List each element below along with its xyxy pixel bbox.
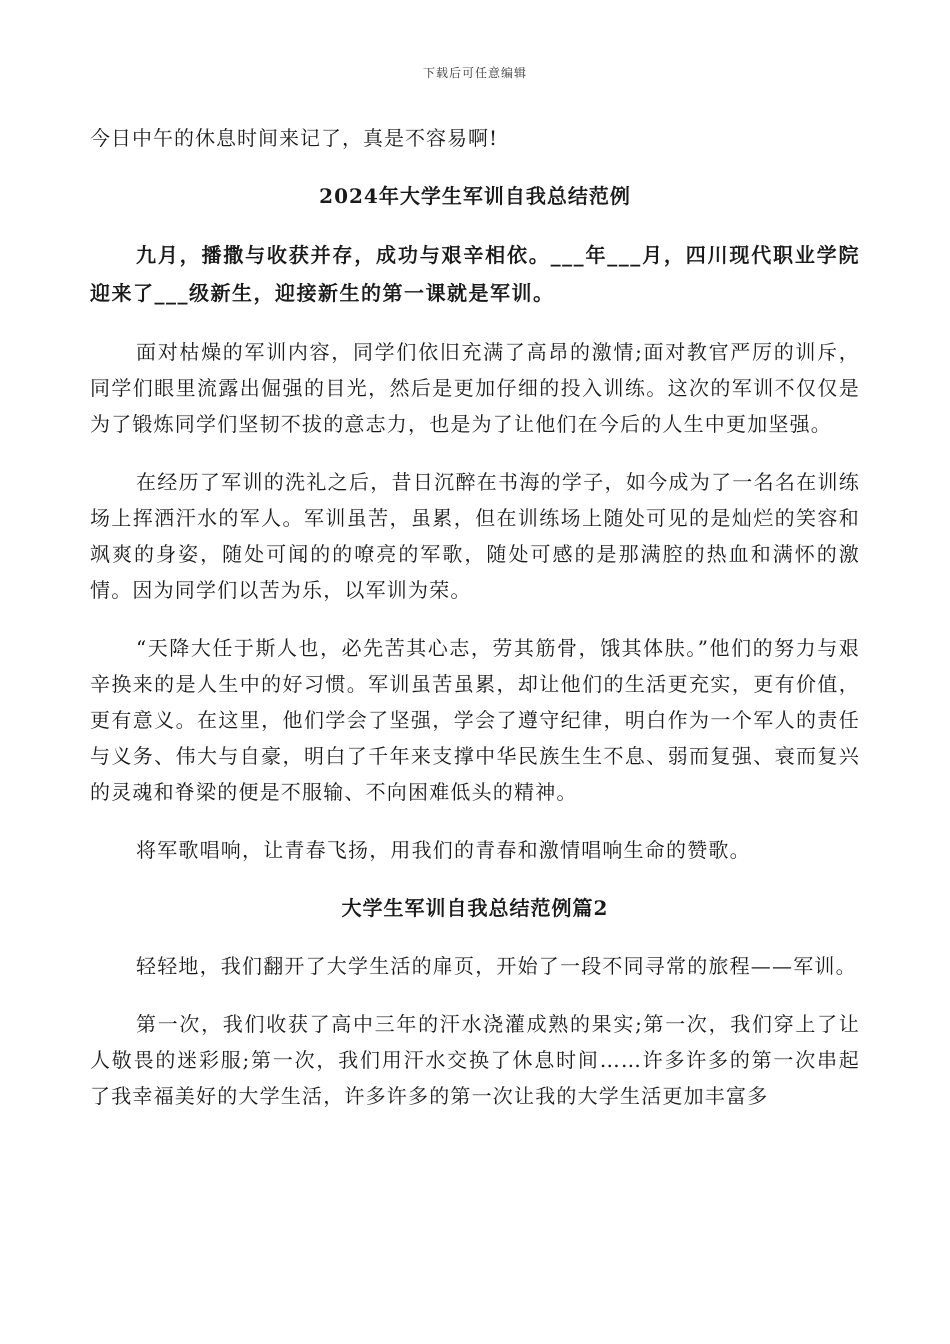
section1-paragraph-4: 将军歌唱响，让青春飞扬，用我们的青春和激情唱响生命的赞歌。 — [136, 838, 751, 862]
section2-paragraph-1: 轻轻地，我们翻开了大学生活的扉页，开始了一段不同寻常的旅程——军训。 — [136, 954, 857, 978]
section2-paragraph-2: 第一次，我们收获了高中三年的汗水浇灌成熟的果实;第一次，我们穿上了让人敬畏的迷彩服;第一次，我们用汗水交换了休息时间……许多许多的第一次串起了我幸福美好的大学生活，许多许多的第一次让我的大学生活更加丰富多 — [90, 1012, 860, 1108]
section2-title: 大学生军训自我总结范例篇2 — [341, 896, 609, 920]
page-header: 下载后可任意编辑 — [422, 66, 527, 80]
section1-paragraph-2: 在经历了军训的洗礼之后，昔日沉醉在书海的学子，如今成为了一名名在训练场上挥洒汗水的军人。军训虽苦，虽累，但在训练场上随处可见的是灿烂的笑容和飒爽的身姿，随处可闻的的嘹亮的军歌，随处可感的是那满腔的热血和满怀的激情。因为同学们以苦为乐，以军训为荣。 — [90, 470, 860, 602]
section1-title: 2024年大学生军训自我总结范例 — [319, 184, 631, 208]
section1-paragraph-3: “天降大任于斯人也，必先苦其心志，劳其筋骨，饿其体肤。”他们的努力与艰辛换来的是人生中的好习惯。军训虽苦虽累，却让他们的生活更充实，更有价值，更有意义。在这里，他们学会了坚强，学会了遵守纪律，明白作为一个军人的责任与义务、伟大与自豪，明白了千年来支撑中华民族生生不息、弱而复强、衰而复兴的灵魂和脊梁的便是不服输、不向困难低头的精神。 — [90, 636, 860, 804]
document-body — [90, 120, 860, 1136]
section1-paragraph-1: 面对枯燥的军训内容，同学们依旧充满了高昂的激情;面对教官严厉的训斥，同学们眼里流露出倔强的目光，然后是更加仔细的投入训练。这次的军训不仅仅是为了锻炼同学们坚韧不拔的意志力，也是为了让他们在今后的人生中更加坚强。 — [90, 340, 860, 436]
opening-line: 今日中午的休息时间来记了，真是不容易啊! — [90, 126, 499, 150]
section1-intro: 九月，播撒与收获并存，成功与艰辛相依。___年___月，四川现代职业学院迎来了___级新生，迎接新生的第一课就是军训。 — [90, 243, 860, 305]
